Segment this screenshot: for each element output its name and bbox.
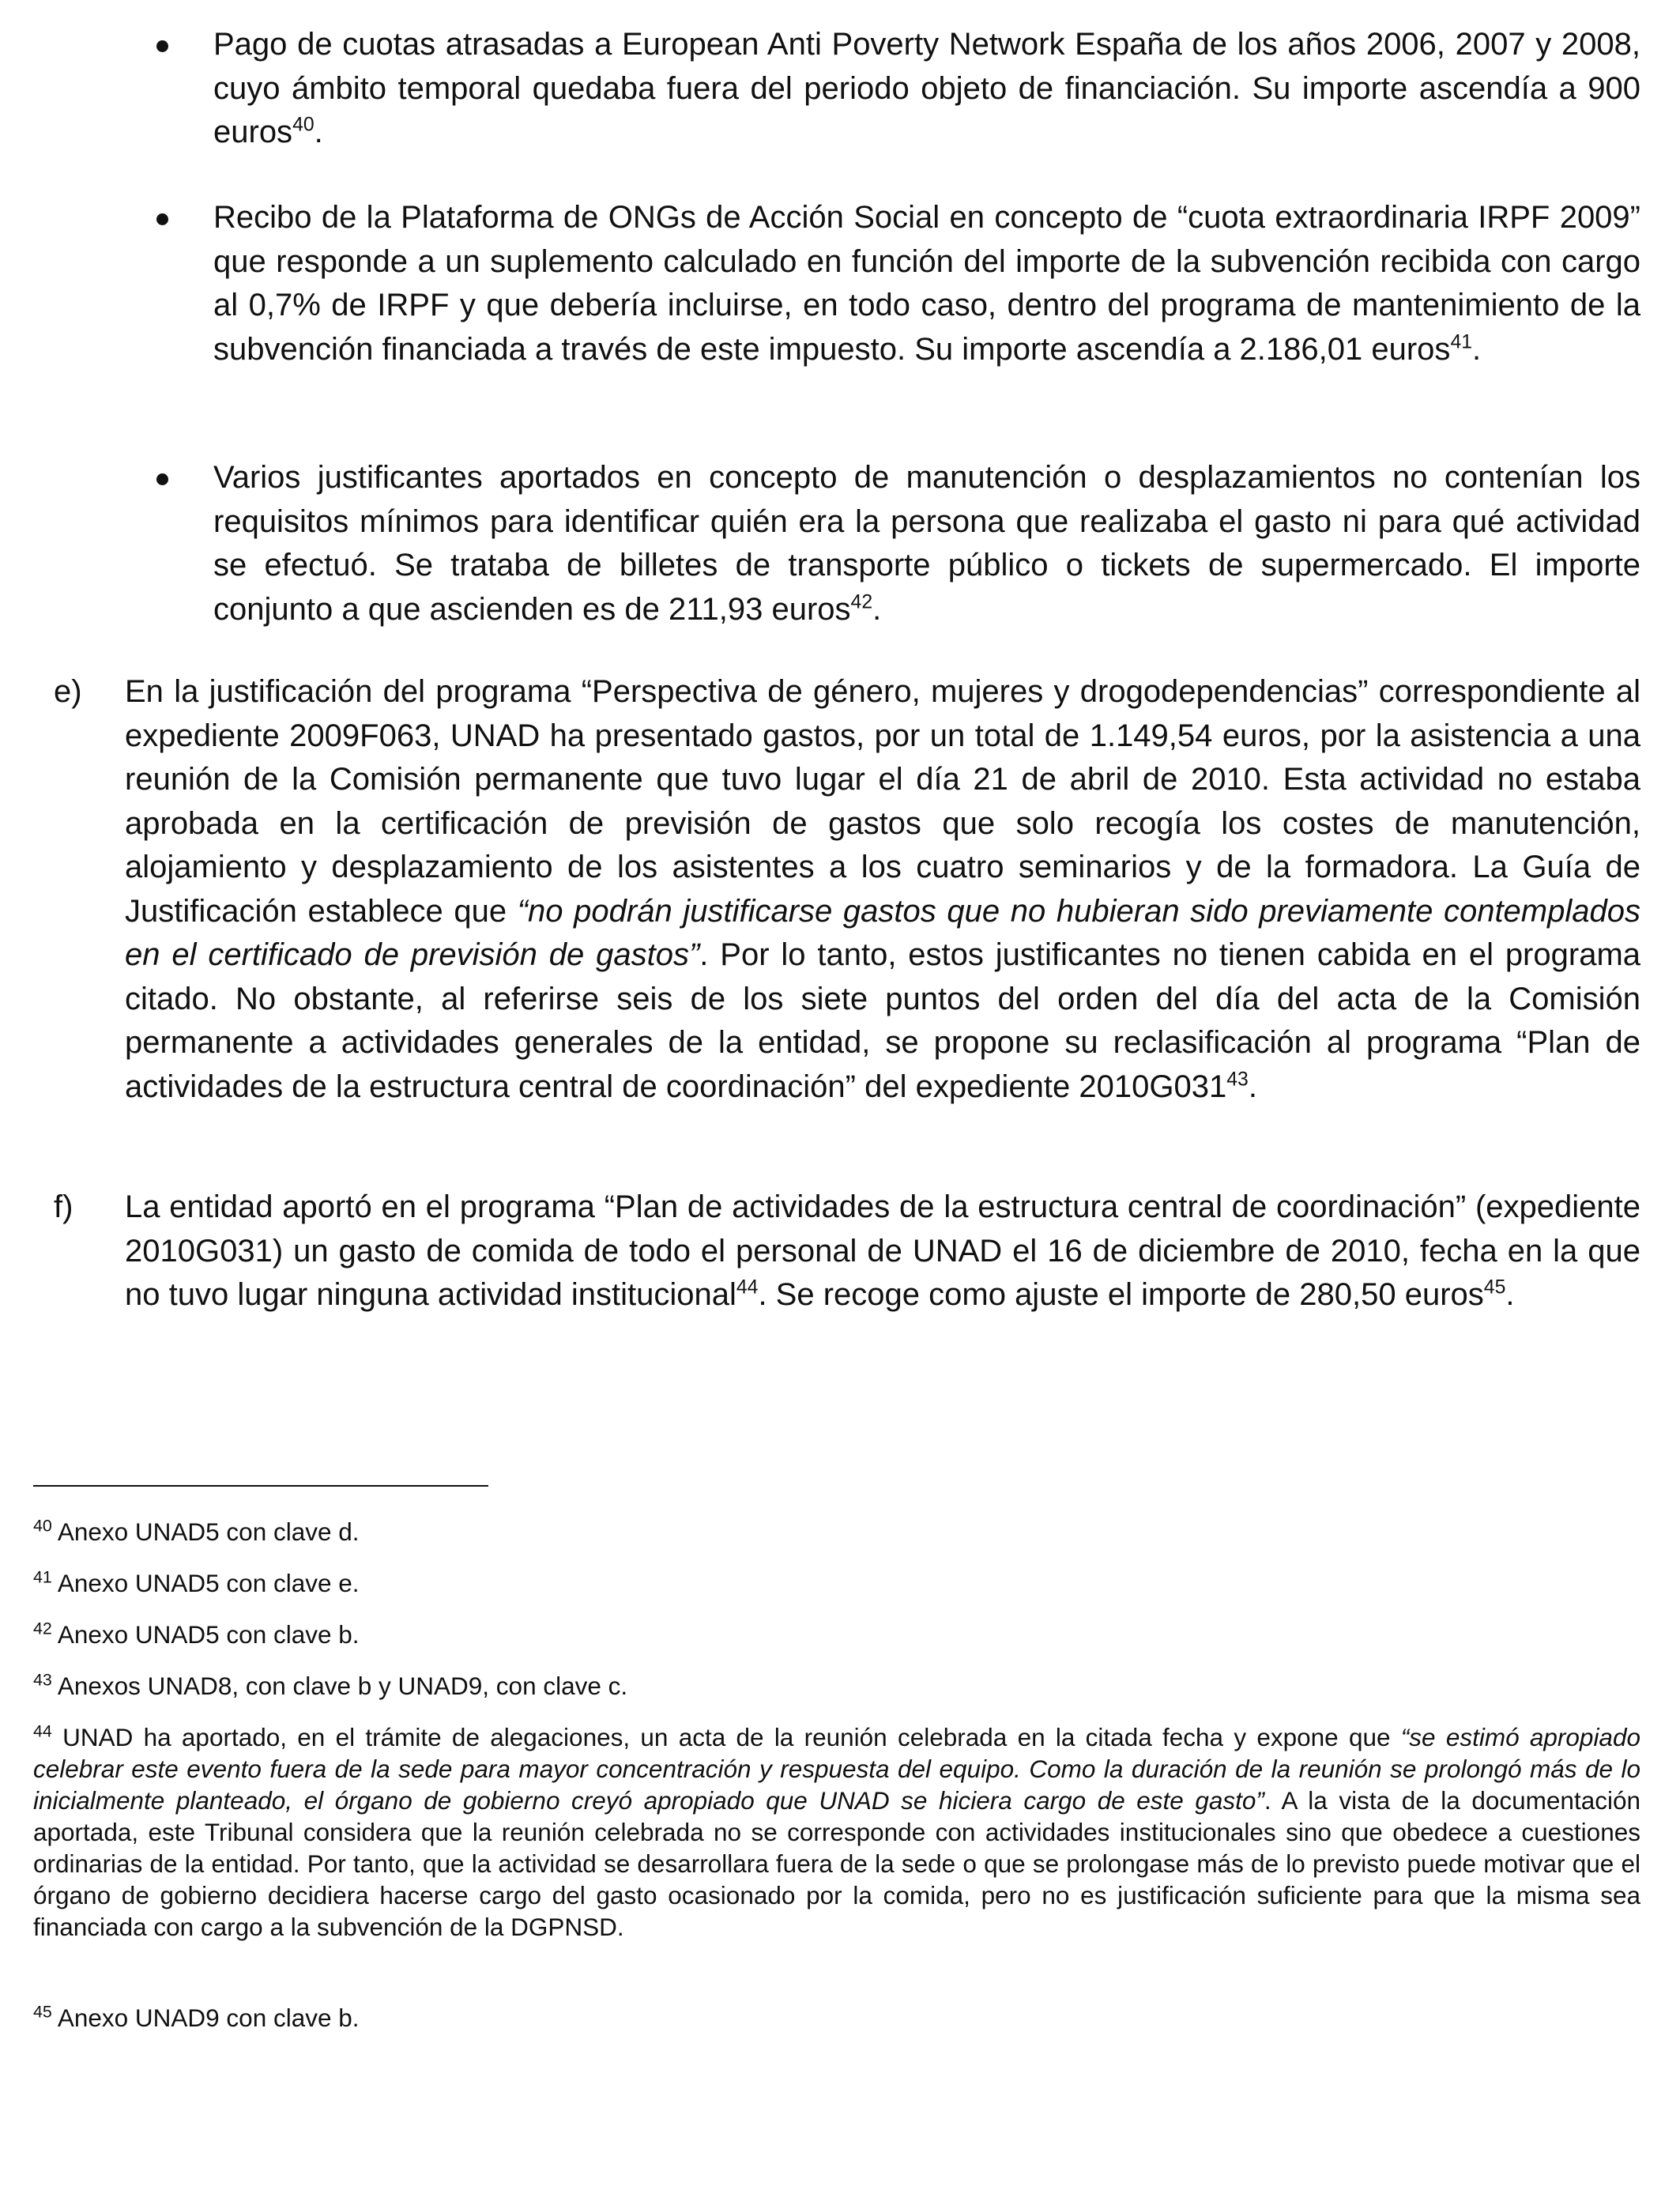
footnote-text: Anexo UNAD5 con clave d. <box>51 1517 360 1546</box>
footnote-number: 42 <box>33 1619 52 1638</box>
footnote-ref[interactable]: 43 <box>1226 1069 1249 1091</box>
paragraph-text: En la justificación del programa “Perspectiva de género, mujeres y drogodependencias” correspondiente al expediente 2009F063, UNAD ha presentado gastos, por un total de 1.149,54 euros, por la asistencia a una reunión de la Comisión permanente que tuvo lugar el día 21 de abril de 2010. Esta actividad no estaba aprobada en la certificación de previsión de gastos que solo recogía los costes de manutención, alojamiento y desplazamiento de los asistentes a los cuatro seminarios y de la formadora. La Guía de Justificación establece que <box>125 674 1640 929</box>
footnote-number: 40 <box>33 1516 52 1536</box>
quoted-text: “se estimó apropiado celebrar este evento fuera de la sede para mayor concentración y respuesta del equipo. Como la duración de la reunión se prolongó más de lo inicialmente planteado, el órgano de gobierno creyó apropiado que UNAD se hiciera cargo de este gasto” <box>33 1723 1640 1815</box>
footnote <box>33 1516 1640 1547</box>
bullet-text: Pago de cuotas atrasadas a European Anti Poverty Network España de los años 2006, 2007 y 2008, cuyo ámbito temporal quedaba fuera del periodo objeto de financiación. Su importe ascendía a 900 euros <box>213 27 1640 149</box>
bullet-dot <box>156 213 168 225</box>
footnote-ref[interactable]: 45 <box>1483 1276 1506 1299</box>
bullet-dot <box>156 40 168 52</box>
bullet-item: Varios justificantes aportados en concepto de manutención o desplazamientos no contenían los requisitos mínimos para identificar quién era la persona que realizaba el gasto ni para qué actividad se efectuó. Se trataba de billetes de transporte público o tickets de supermercado. El importe conjunto a que ascienden es de 211,93 euros$^{42}$. <box>213 456 1640 631</box>
paragraph-text: . Por lo tanto, estos justificantes no tienen cabida en el programa citado. No obstante, al referirse seis de los siete puntos del orden del día del acta de la Comisión permanente a actividades generales de la entidad, se propone su reclasificación al programa “Plan de actividades de la estructura central de coordinación” del expediente 2010G031 <box>125 937 1641 1104</box>
footnote <box>33 1721 1640 1943</box>
footnote-ref[interactable]: 42 <box>850 591 873 613</box>
footnote-separator <box>33 1485 488 1487</box>
bullet-item: Pago de cuotas atrasadas a European Anti Poverty Network España de los años 2006, 2007 y 2008, cuyo ámbito temporal quedaba fuera del periodo objeto de financiación. Su importe ascendía a 900 euros$^{40}$. <box>213 23 1640 155</box>
footnote-text: . A la vista de la documentación aportada, este Tribunal considera que la reunión celebrada no se corresponde con actividades institucionales sino que obedece a cuestiones ordinarias de la entidad. Por tanto, que la actividad se desarrollara fuera de la sede o que se prolongase más de lo previsto puede motivar que el órgano de gobierno decidiera hacerse cargo del gasto ocasionado por la comida, pero no es justificación suficiente para que la misma sea financiada con cargo a la subvención de la DGPNSD. <box>33 1786 1640 1941</box>
paragraph-text: . Se recoge como ajuste el importe de 280,50 euros <box>758 1277 1484 1312</box>
footnote-text: UNAD ha aportado, en el trámite de alegaciones, un acta de la reunión celebrada en la citada fecha y expone que <box>51 1723 1401 1751</box>
footnote-text: Anexos UNAD8, con clave b y UNAD9, con clave c. <box>51 1672 628 1700</box>
list-item-f: f) La entidad aportó en el programa “Plan de actividades de la estructura central de coordinación” (expediente 2010G031) un gasto de comida de todo el personal de UNAD el 16 de diciembre de 2010, fecha en la que no tuvo lugar ninguna actividad institucional$^{44}$. Se recoge como ajuste el importe de 280,50 euros$^{45}$. <box>125 1186 1640 1318</box>
footnote <box>33 1619 1640 1650</box>
bullet-text: Varios justificantes aportados en concepto de manutención o desplazamientos no contenían los requisitos mínimos para identificar quién era la persona que realizaba el gasto ni para qué actividad se efectuó. Se trataba de billetes de transporte público o tickets de supermercado. El importe conjunto a que ascienden es de 211,93 euros <box>213 460 1640 627</box>
footnote-number: 43 <box>33 1670 52 1690</box>
bullet-dot <box>156 473 168 485</box>
paragraph-text: La entidad aportó en el programa “Plan de actividades de la estructura central de coordinación” (expediente 2010G031) un gasto de comida de todo el personal de UNAD el 16 de diciembre de 2010, fecha en la que no tuvo lugar ninguna actividad institucional <box>125 1189 1640 1312</box>
list-marker: f) <box>54 1189 73 1224</box>
footnote <box>33 2002 1640 2034</box>
footnote-ref[interactable]: 44 <box>736 1276 759 1299</box>
bullet-text: Recibo de la Plataforma de ONGs de Acción Social en concepto de “cuota extraordinaria IRPF 2009” que responde a un suplemento calculado en función del importe de la subvención recibida con cargo al 0,7% de IRPF y que debería incluirse, en todo caso, dentro del programa de mantenimiento de la subvención financiada a través de este impuesto. Su importe ascendía a 2.186,01 euros <box>213 200 1640 367</box>
footnote-number: 45 <box>33 2002 52 2022</box>
footnote-text: Anexo UNAD9 con clave b. <box>51 2004 360 2032</box>
footnote-ref[interactable]: 41 <box>1450 331 1473 353</box>
footnote <box>33 1670 1640 1702</box>
bullet-item: Recibo de la Plataforma de ONGs de Acción Social en concepto de “cuota extraordinaria IRPF 2009” que responde a un suplemento calculado en función del importe de la subvención recibida con cargo al 0,7% de IRPF y que debería incluirse, en todo caso, dentro del programa de mantenimiento de la subvención financiada a través de este impuesto. Su importe ascendía a 2.186,01 euros$^{41}$. <box>213 196 1640 371</box>
list-marker: e) <box>54 674 82 709</box>
footnote <box>33 1567 1640 1599</box>
list-item-e: e) En la justificación del programa “Perspectiva de género, mujeres y drogodependencias” correspondiente al expediente 2009F063, UNAD ha presentado gastos, por un total de 1.149,54 euros, por la asistencia a una reunión de la Comisión permanente que tuvo lugar el día 21 de abril de 2010. Esta actividad no estaba aprobada en la certificación de previsión de gastos que solo recogía los costes de manutención, alojamiento y desplazamiento de los asistentes a los cuatro seminarios y de la formadora. La Guía de Justificación establece que “no podrán justificarse gastos que no hubieran sido previamente contemplados en el certificado de previsión de gastos”. Por lo tanto, estos justificantes no tienen cabida en el programa citado. No obstante, al referirse seis de los siete puntos del orden del día del acta de la Comisión permanente a actividades generales de la entidad, se propone su reclasificación al programa “Plan de actividades de la estructura central de coordinación” del expediente $2010G031^{43}$. <box>125 670 1640 1109</box>
footnote-number: 44 <box>33 1721 52 1741</box>
footnote-number: 41 <box>33 1567 52 1587</box>
quoted-text: “no podrán justificarse gastos que no hubieran sido previamente contemplados en el certificado de previsión de gastos” <box>125 893 1640 972</box>
footnote-text: Anexo UNAD5 con clave e. <box>51 1569 360 1597</box>
footnote-text: Anexo UNAD5 con clave b. <box>51 1620 360 1649</box>
footnote-ref[interactable]: 40 <box>292 114 315 136</box>
